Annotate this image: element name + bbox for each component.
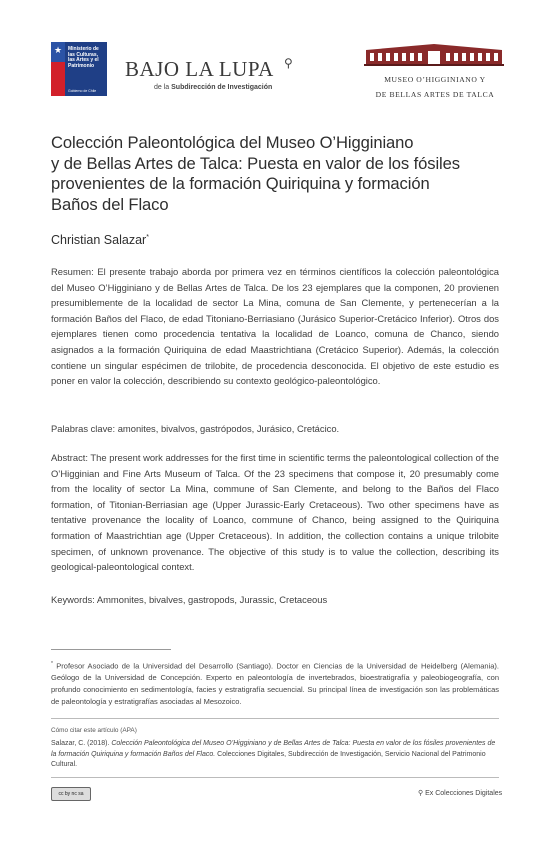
footnote-divider xyxy=(51,649,171,650)
gov-logo-text: Ministerio de las Culturas, las Artes y el Patrimonio xyxy=(68,46,99,69)
author-name: Christian Salazar xyxy=(51,233,147,247)
museum-name xyxy=(366,72,504,102)
star-icon: ★ xyxy=(54,45,63,55)
magnifier-small-icon: ⚲ xyxy=(418,790,424,797)
keywords: Keywords: Ammonites, bivalves, gastropods, Jurassic, Cretaceous xyxy=(51,594,328,605)
footnote-text: Profesor Asociado de la Universidad del Desarrollo (Santiago). Doctor en Ciencias de la Universidad de Heidelberg (Alemania). Geólogo de la Universidad de Concepción. Experto en paleontología de invertebrados, bioestratigrafía y paleobiogeografía, con profundo conocimiento en sedimentología, facies y estratigrafía secuencial. Su principal línea de investigación son las problemáticas de paleontología y estratigrafías asociadas al Mesozoico. xyxy=(51,661,499,706)
title-line: y de Bellas Artes de Talca: Puesta en valor de los fósiles xyxy=(51,153,460,173)
resumen-paragraph: Resumen: El presente trabajo aborda por primera vez en términos científicos la colección paleontológica del Museo O’Higginiano y de Bellas Artes de Talca. De los 23 ejemplares que la componen, 20 provienen presumiblemente de la localidad de sector La Mina, comuna de San Clemente, y pertenecerían a la formación Baños del Flaco, de edad Titoniano-Berriasiano (Jurásico Superior-Cretácico Inferior). Otros dos ejemplares tienen como procedencia tentativa la localidad de Loanco, comuna de Chanco, siendo asignados a la formación Quiriquina de edad Maastrichtiana (Cretácico Superior). Además, la colección contiene un singular espécimen de trilobite, de procedencia desconocida. El objetivo de este estudio es poner en valor la colección, describiendo su contexto geológico-paleontológico. xyxy=(51,266,499,387)
gov-logo-subtext: Gobierno de Chile xyxy=(68,89,97,93)
series-subtitle xyxy=(154,84,272,91)
citation-label: Cómo citar este artículo (APA) xyxy=(51,727,137,734)
article-title xyxy=(51,133,511,215)
citation-source: Colecciones Digitales, Subdirección de Investigación, Servicio Nacional del Patrimonio Cultural. xyxy=(51,750,486,769)
citation-divider xyxy=(51,718,499,719)
title-line: Baños del Flaco xyxy=(51,194,169,214)
museum-name-line1: MUSEO O’HIGGINIANO Y xyxy=(384,75,486,84)
museum-name-line2: DE BELLAS ARTES DE TALCA xyxy=(375,90,495,99)
museum-building-logo xyxy=(362,42,506,68)
government-logo xyxy=(51,42,107,96)
citation-title: Colección Paleontológica del Museo O’Higginiano y de Bellas Artes de Talca: Puesta en valor de los fósiles provenientes de la formación Quiriquina y formación Baños del Flaco. xyxy=(51,740,496,758)
cc-license-badge[interactable]: cc by nc sa xyxy=(51,787,91,801)
series-subtitle-name: Subdirección de Investigación xyxy=(171,84,273,91)
citation xyxy=(51,739,501,771)
abstract-paragraph: Abstract: The present work addresses for the first time in scientific terms the paleontological collection of the O’Higginian and Fine Arts Museum of Talca. Of the 23 specimens that compose it, 20 presumably come from the locality of sector La Mina, commune of San Clemente, and belong to the Baños del Flaco formation, of Titonian-Berriasian age (Upper Jurassic-Early Cretaceous). Two other specimens have as tentative provenance the locality of Loanco, commune of Chanco, being assigned to the Quiriquina formation of Maastrichtian age (Upper Cretaceous). In addition, the collection contains a unique trilobite specimen, of unknown provenance. The objective of this study is to value the collection, describing its geological-paleontological context. xyxy=(51,452,499,573)
series-subtitle-prefix: de la xyxy=(154,84,170,91)
citation-authors: Salazar, C. (2018). xyxy=(51,740,110,747)
footnote xyxy=(51,659,499,708)
palabras-clave: Palabras clave: amonites, bivalvos, gastrópodos, Jurásico, Cretácico. xyxy=(51,423,340,434)
footer-divider xyxy=(51,777,499,778)
footnote-mark: * xyxy=(51,661,53,667)
footer-brand-name: Colecciones Digitales xyxy=(435,790,503,797)
author xyxy=(51,233,149,247)
footer-brand xyxy=(418,789,502,797)
footer-brand-prefix: Ex xyxy=(425,790,434,797)
series-title: BAJO LA LUPA xyxy=(125,57,274,81)
magnifier-icon: ⚲ xyxy=(284,56,293,70)
title-line: provenientes de la formación Quiriquina y formación xyxy=(51,174,430,193)
title-line: Colección Paleontológica del Museo O’Higginiano xyxy=(51,133,414,152)
author-footnote-mark: * xyxy=(146,233,149,241)
